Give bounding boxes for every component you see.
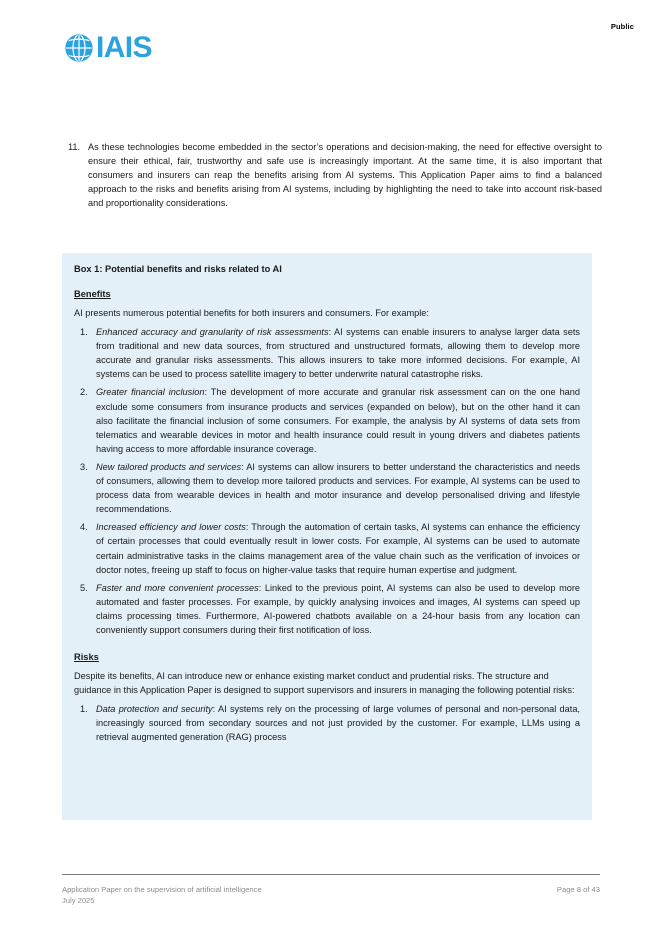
- list-item-index: 2.: [80, 387, 88, 398]
- footer-page-number: Page 8 of 43: [556, 885, 600, 894]
- paragraph-text: As these technologies become embedded in the sector’s operations and decision-making, the need for effective oversight to ensure their ethical, fair, trustworthy and safe use is increasingly important. At the same time, it is also important that consumers and insurers can reap the benefits arising from AI systems. This Application Paper aims to find a balanced approach to the risks and benefits arising from AI systems, including by highlighting the need to take into account risk-based and proportionality considerations.: [88, 142, 602, 209]
- risks-list: [74, 702, 580, 744]
- globe-icon: [64, 33, 94, 63]
- risks-intro: Despite its benefits, AI can introduce new or enhance existing market conduct and prudential risks. The structure and guidance in this Application Paper is designed to support supervisors and insurers in managing the following potential risks:: [74, 671, 575, 696]
- list-item-text: : Through the automation of certain tasks, AI systems can enhance the efficiency of certain processes that could eventually result in lower costs. For example, AI systems can be used to automate certain administrative tasks in the claims management area of the value chain such as the verification of invoices or doctor notes, freeing up staff to focus on higher-value tasks that require human expertise and judgment.: [96, 522, 580, 575]
- list-item-text: : AI systems rely on the processing of large volumes of personal and non-personal data, increasingly sourced from secondary sources and not just provided by the customer. For example, LLMs using a retrieval augmented generation (RAG) process: [96, 704, 580, 743]
- benefits-section: [74, 284, 580, 637]
- box-1-container: [62, 253, 592, 820]
- box-title: Box 1: Potential benefits and risks related to AI: [74, 264, 282, 274]
- paragraph-number: 11.: [68, 142, 81, 152]
- list-item-body: [96, 325, 580, 381]
- list-item-index: 1.: [80, 704, 88, 715]
- paragraph-11: [0, 140, 662, 210]
- benefits-intro: AI presents numerous potential benefits for both insurers and consumers. For example:: [74, 308, 429, 318]
- footer-row: [62, 884, 600, 906]
- list-item-body: [96, 520, 580, 576]
- footer-divider: [62, 874, 600, 875]
- list-item: [74, 702, 580, 744]
- list-item-text: : AI systems can enable insurers to analyse larger data sets from traditional and new data sources, from structured and unstructured formats, allowing them to develop more accurate and granular risks assessments. This allows insurers to take more informed decisions. For example, AI systems can be used to process satellite imagery to better underwrite natural catastrophe risks.: [96, 327, 580, 380]
- list-item-term: Enhanced accuracy and granularity of risk assessments: [96, 327, 329, 338]
- benefits-heading: Benefits: [74, 289, 111, 299]
- list-item-term: Increased efficiency and lower costs: [96, 522, 246, 533]
- list-item-body: [96, 385, 580, 455]
- list-item-term: Faster and more convenient processes: [96, 582, 259, 593]
- iais-logo: [64, 33, 152, 63]
- risks-heading: Risks: [74, 652, 99, 663]
- footer-document-title: Application Paper on the supervision of artificial intelligence: [62, 885, 262, 894]
- footer-left: [62, 884, 262, 906]
- page-footer: [62, 874, 600, 906]
- list-item-term: Greater financial inclusion: [96, 387, 205, 398]
- classification-label: Public: [610, 22, 634, 31]
- benefits-list: [74, 325, 580, 637]
- page-content: [0, 140, 662, 210]
- list-item-body: [96, 702, 580, 744]
- list-item-index: 4.: [80, 522, 88, 533]
- risks-section: [74, 647, 580, 744]
- list-item: [74, 520, 580, 576]
- page-header: [0, 0, 662, 120]
- footer-date: July 2025: [62, 896, 95, 905]
- list-item-index: 1.: [80, 327, 88, 338]
- list-item-term: New tailored products and services: [96, 461, 242, 472]
- logo-wordmark: IAIS: [96, 31, 152, 64]
- list-item: [74, 325, 580, 381]
- list-item-text: : Linked to the previous point, AI systems can also be used to develop more automated and faster processes. For example, by quickly analysing invoices and images, AI systems can speed up claims processing times. Furthermore, AI-powered chatbots available on a 24-hour basis from any location can conveniently support consumers during their first notification of loss.: [96, 582, 580, 635]
- list-item-body: [96, 581, 580, 637]
- list-item-index: 3.: [80, 461, 88, 472]
- list-item-body: [96, 460, 580, 516]
- list-item: [74, 460, 580, 516]
- list-item-index: 5.: [80, 582, 88, 593]
- list-item-term: Data protection and security: [96, 704, 213, 715]
- list-item: [74, 581, 580, 637]
- list-item: [74, 385, 580, 455]
- list-item-text: : AI systems can allow insurers to better understand the characteristics and needs of consumers, allowing them to develop more tailored products and services. For example, AI systems can be used to process data from wearable devices in health and motor insurance and develop personalised driving and lifestyle recommendations.: [96, 461, 580, 515]
- list-item-text: : The development of more accurate and granular risk assessment can on the one hand exclude some consumers from insurance products and services (expanded on below), but on the other hand it can also facilitate the financial inclusion of some consumers. For example, the analysis by AI systems of data sets from telematics and wearable devices in motor and health insurance could result in young drivers and diabetes patients having access to more affordable insurance coverage.: [96, 387, 581, 454]
